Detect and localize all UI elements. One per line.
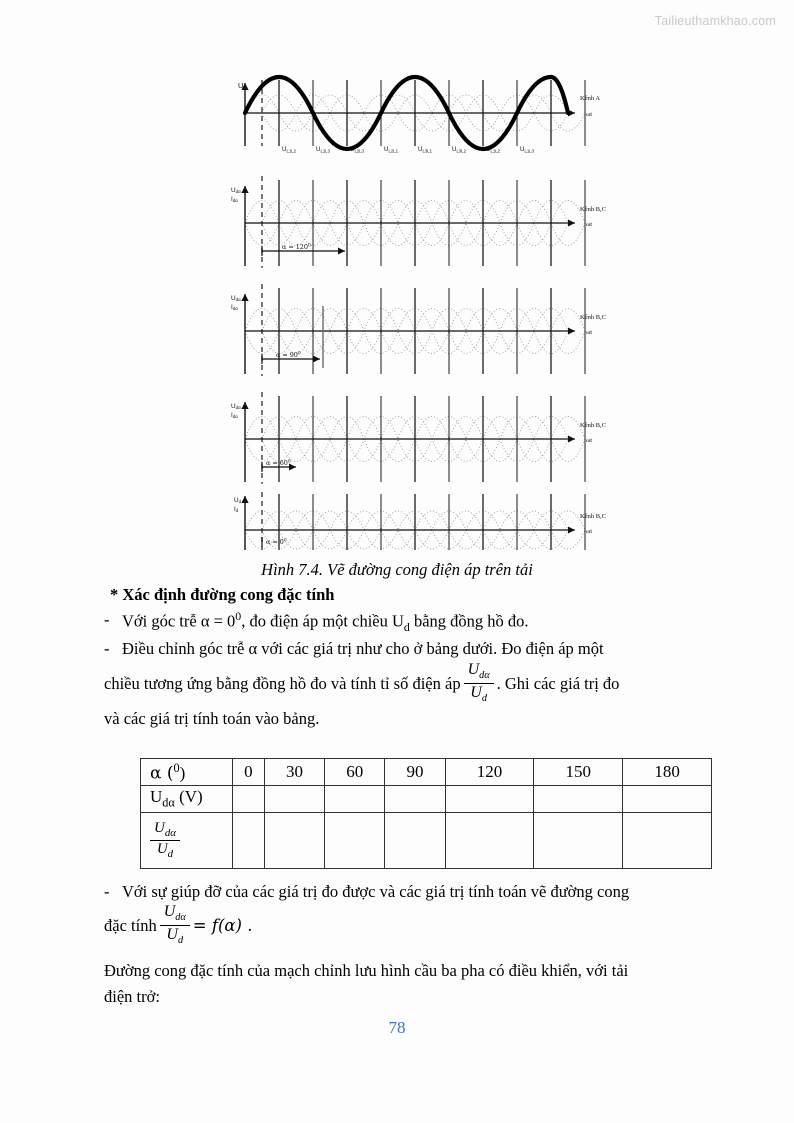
svg-text:Idα: Idα: [231, 304, 238, 312]
bullet-3-line-a: Với sự giúp đỡ của các giá trị đo được và các giá trị tính toán vẽ đường cong: [122, 882, 630, 901]
bullet-2-text-b: chiều tương ứng bằng đồng hồ đo và tính tỉ số điện áp: [104, 673, 461, 693]
table-cell-input[interactable]: [325, 786, 385, 813]
bullet-1-pre: Với góc trễ α = 0: [122, 611, 236, 631]
svg-text:Idα: Idα: [231, 412, 238, 420]
closing-line-b: điện trở:: [104, 986, 160, 1006]
table-cell-input[interactable]: [264, 786, 324, 813]
panel-alpha-120: [231, 176, 606, 268]
table-cell-input[interactable]: [233, 813, 265, 869]
table-cell-angle: 0: [233, 759, 265, 786]
bullet-1-text: [122, 608, 720, 636]
svg-text:α = 600: $\alpha = 60^0$: [266, 459, 291, 467]
table-cell-angle: 180: [623, 759, 712, 786]
bullet-3-text-c: = f(α) .: [192, 916, 253, 936]
table-header-uda: $U_{d\alpha}$ (V): [141, 786, 233, 813]
svg-text:Kênh B,C: Kênh B,C: [580, 314, 606, 321]
svg-text:UL1L3: $U_{L1L3}$: [316, 146, 331, 154]
svg-text:α = 1200: $\alpha = 120^0$: [282, 243, 311, 251]
bullet-3-text-b: đặc tính: [104, 916, 157, 936]
panel-alpha-90: [231, 284, 606, 376]
panel-kenh-a: [238, 77, 600, 149]
bullet-1-end: bằng đồng hồ đo.: [409, 611, 529, 631]
svg-text:ωt: ωt: [586, 329, 593, 336]
table-cell-input[interactable]: [445, 813, 534, 869]
axis-label-u: U: [238, 81, 244, 90]
fraction-uda-ud-inline-2: $\frac{U_{d\alpha}}{U_d}$: [160, 904, 190, 947]
table-cell-angle: 90: [385, 759, 445, 786]
bullet-dash: -: [104, 639, 110, 659]
bullet-dash: -: [104, 882, 110, 901]
svg-text:Id: Id: [234, 506, 239, 514]
bullet-3-line-b: [104, 905, 720, 948]
closing-line-a: Đường cong đặc tính của mạch chỉnh lưu hình cầu ba pha có điều khiển, với tải: [104, 961, 629, 981]
omega-t-label-1: ωt: [586, 111, 593, 118]
table-cell-angle: 150: [534, 759, 623, 786]
svg-text:UL3L1: $U_{L3L1}$: [418, 146, 433, 154]
table-cell-angle: 60: [325, 759, 385, 786]
svg-text:UL1L2: $U_{L1L2}$: [282, 146, 297, 154]
svg-text:ωt: ωt: [586, 221, 593, 228]
figure-caption: Hình 7.4. Vẽ đường cong điện áp trên tải: [261, 560, 533, 579]
panel-alpha-0: [234, 492, 606, 550]
bullet-item-1: [104, 608, 720, 636]
svg-text:Ud: Ud: [234, 497, 242, 505]
bullet-2-line-a: Điều chỉnh góc trễ α với các giá trị như cho ở bảng dưới. Đo điện áp một: [122, 639, 604, 659]
svg-text:UL1L2: $U_{L1L2}$: [486, 146, 501, 154]
svg-text:Kênh B,C: Kênh B,C: [580, 422, 606, 429]
table-cell-input[interactable]: [534, 813, 623, 869]
channel-label-a: Kênh A: [580, 95, 601, 102]
table-cell-input[interactable]: [385, 813, 445, 869]
segment-label-band: [282, 146, 535, 153]
body-content-after-table: [104, 880, 720, 1009]
watermark-text: Tailieuthamkhao.com: [654, 14, 776, 28]
fraction-uda-ud-table: $\frac{U_{d\alpha}}{U_d}$: [150, 821, 180, 861]
fraction-numerator: $U_{d\alpha}$: [467, 660, 490, 681]
table-row-header: [141, 759, 712, 786]
bullet-2-text-c: . Ghi các giá trị đo: [496, 673, 620, 693]
bullet-2-line-d: và các giá trị tính toán vào bảng.: [104, 708, 320, 728]
table-row-ratio: [141, 813, 712, 869]
fraction-denominator: $U_d$: [464, 683, 494, 705]
svg-text:UL3L2: $U_{L3L2}$: [452, 146, 467, 154]
table-cell-input[interactable]: [233, 786, 265, 813]
table-cell-input[interactable]: [623, 813, 712, 869]
table-cell-input[interactable]: [264, 813, 324, 869]
svg-text:UL2L1: $U_{L2L1}$: [384, 146, 399, 154]
svg-text:Udα: Udα: [231, 403, 241, 411]
table-cell-input[interactable]: [445, 786, 534, 813]
figure-7-4: [230, 68, 630, 553]
fraction-uda-ud-inline: [464, 662, 494, 705]
section-heading: * Xác định đường cong đặc tính: [110, 585, 335, 604]
bullet-1-post: , đo điện áp một chiều U: [241, 611, 404, 631]
bullet-item-3: [104, 880, 720, 904]
panel-alpha-60: [231, 392, 606, 484]
alpha-marker-0: [262, 537, 287, 547]
bullet-1-sub: d: [403, 619, 410, 634]
table-cell-input[interactable]: [623, 786, 712, 813]
table-cell-input[interactable]: [534, 786, 623, 813]
svg-text:Udα: Udα: [231, 295, 241, 303]
page-number: 78: [388, 1018, 406, 1037]
svg-text:α = 00: $\alpha = 0^0$: [266, 538, 287, 546]
svg-text:Kênh B,C: Kênh B,C: [580, 206, 606, 213]
bullet-dash: -: [104, 610, 110, 629]
bullet-1-sup: 0: [235, 609, 242, 623]
table-cell-input[interactable]: [325, 813, 385, 869]
bullet-2-line-b: [104, 660, 720, 706]
svg-text:UL1L3: $U_{L1L3}$: [520, 146, 535, 154]
svg-text:α = 900: $\alpha = 90^0$: [276, 351, 301, 359]
table-cell-input[interactable]: [385, 786, 445, 813]
svg-text:ωt: ωt: [586, 437, 593, 444]
table-cell-angle: 30: [264, 759, 324, 786]
svg-text:Idα: Idα: [231, 196, 238, 204]
svg-text:Udα: Udα: [231, 187, 241, 195]
table-row-uda: [141, 786, 712, 813]
table-cell-angle: 120: [445, 759, 534, 786]
table-header-alpha: α ($^0$): [141, 759, 233, 786]
measurement-table-wrap: [140, 758, 712, 869]
bullet-item-2: [104, 637, 720, 661]
svg-text:Kênh B,C: Kênh B,C: [580, 513, 606, 520]
svg-text:UL2L3: $U_{L2L3}$: [350, 146, 365, 154]
measurement-table: [140, 758, 712, 869]
alpha-marker-90: [262, 306, 323, 368]
alpha-marker-120: [262, 243, 345, 256]
table-header-ratio: [141, 813, 233, 869]
svg-text:ωt: ωt: [586, 528, 593, 535]
body-content: [104, 585, 720, 731]
